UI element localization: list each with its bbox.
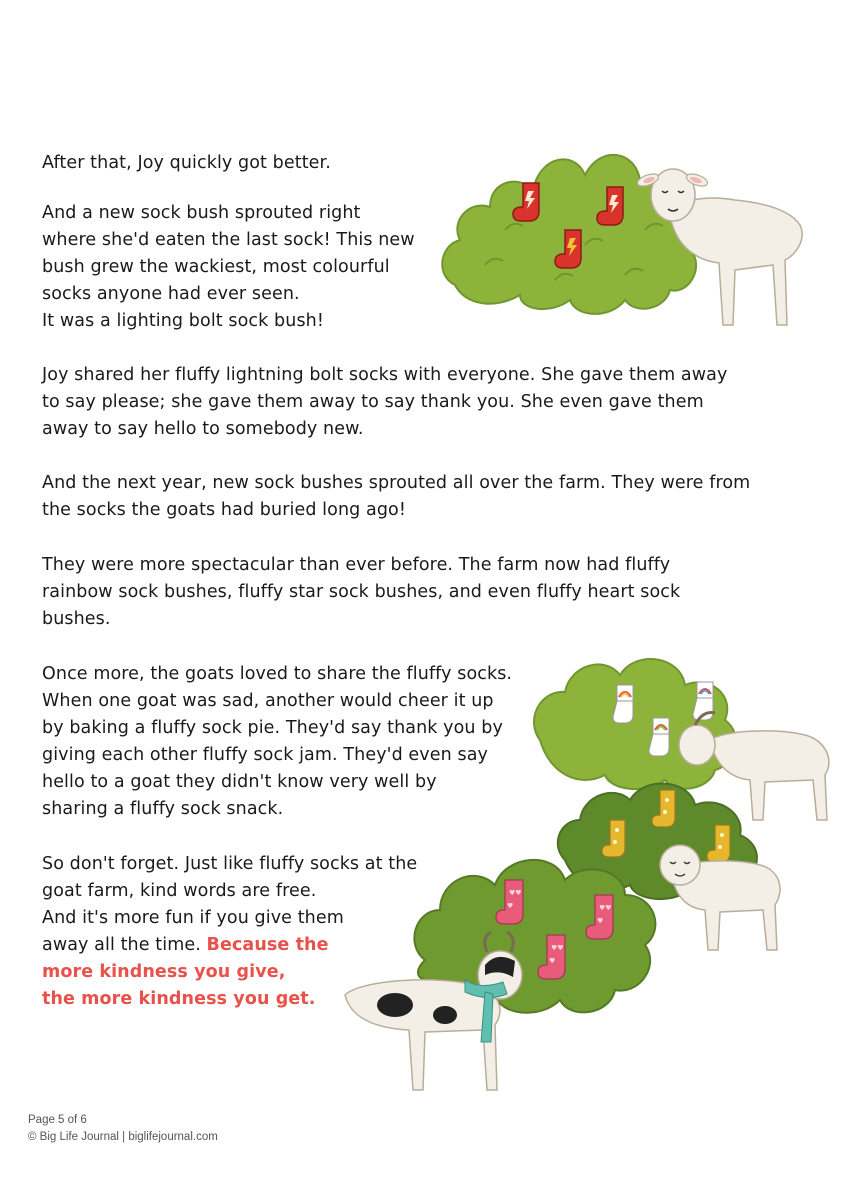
text-line: rainbow sock bushes, fluffy star sock bushes, and even fluffy heart sock [42,582,681,602]
text-line: the socks the goats had buried long ago! [42,500,406,520]
text-line: bush grew the wackiest, most colourful [42,257,390,277]
text-line: away to say hello to somebody new. [42,419,364,439]
text-line: It was a lighting bolt sock bush! [42,311,324,331]
paragraph-5 [42,552,680,633]
paragraph-4 [42,470,750,524]
text-line: goat farm, kind words are free. [42,881,317,901]
text-line: When one goat was sad, another would cheer it up [42,691,494,711]
svg-text:♥♥: ♥♥ [509,889,522,897]
text-line: bushes. [42,609,111,629]
text-line: where she'd eaten the last sock! This new [42,230,415,250]
text-line: And a new sock bush sprouted right [42,203,361,223]
copyright-credit: © Big Life Journal | biglifejournal.com [28,1131,218,1143]
rainbow-sock-bush [534,659,736,789]
text-line: They were more spectacular than ever before. The farm now had fluffy [42,555,671,575]
page-number: Page 5 of 6 [28,1114,87,1126]
sock-bushes-goats-illustration [325,630,845,1100]
text-fragment: away all the time. [42,935,207,955]
svg-text:♥: ♥ [507,902,514,910]
text-line: Once more, the goats loved to share the fluffy socks. [42,664,513,684]
paragraph-2 [42,200,415,335]
svg-text:♥: ♥ [549,957,556,965]
kindness-highlight: more kindness you give, [42,962,286,982]
text-line: to say please; she gave them away to say thank you. She even gave them [42,392,704,412]
svg-text:♥♥: ♥♥ [599,904,612,912]
paragraph-3 [42,362,727,443]
kindness-highlight: Because the [206,935,329,955]
lightning-bolt-sock-bush-illustration [435,135,815,335]
text-line: Joy shared her fluffy lightning bolt socks with everyone. She gave them away [42,365,728,385]
goat-smiling [660,845,780,950]
svg-text:♥♥: ♥♥ [551,944,564,952]
text-line: socks anyone had ever seen. [42,284,300,304]
paragraph-1 [42,150,331,177]
text-line: And the next year, new sock bushes sprouted all over the farm. They were from [42,473,751,493]
text-line: by baking a fluffy sock pie. They'd say thank you by [42,718,503,738]
kindness-highlight: the more kindness you get. [42,989,316,1009]
text-line: sharing a fluffy sock snack. [42,799,284,819]
text-line: hello to a goat they didn't know very well by [42,772,437,792]
text-line: giving each other fluffy sock jam. They'd even say [42,745,488,765]
text-line: After that, Joy quickly got better. [42,153,331,173]
text-line: So don't forget. Just like fluffy socks at the [42,854,418,874]
svg-text:♥: ♥ [597,917,604,925]
page-footer [28,1112,218,1146]
text-line: And it's more fun if you give them [42,908,344,928]
